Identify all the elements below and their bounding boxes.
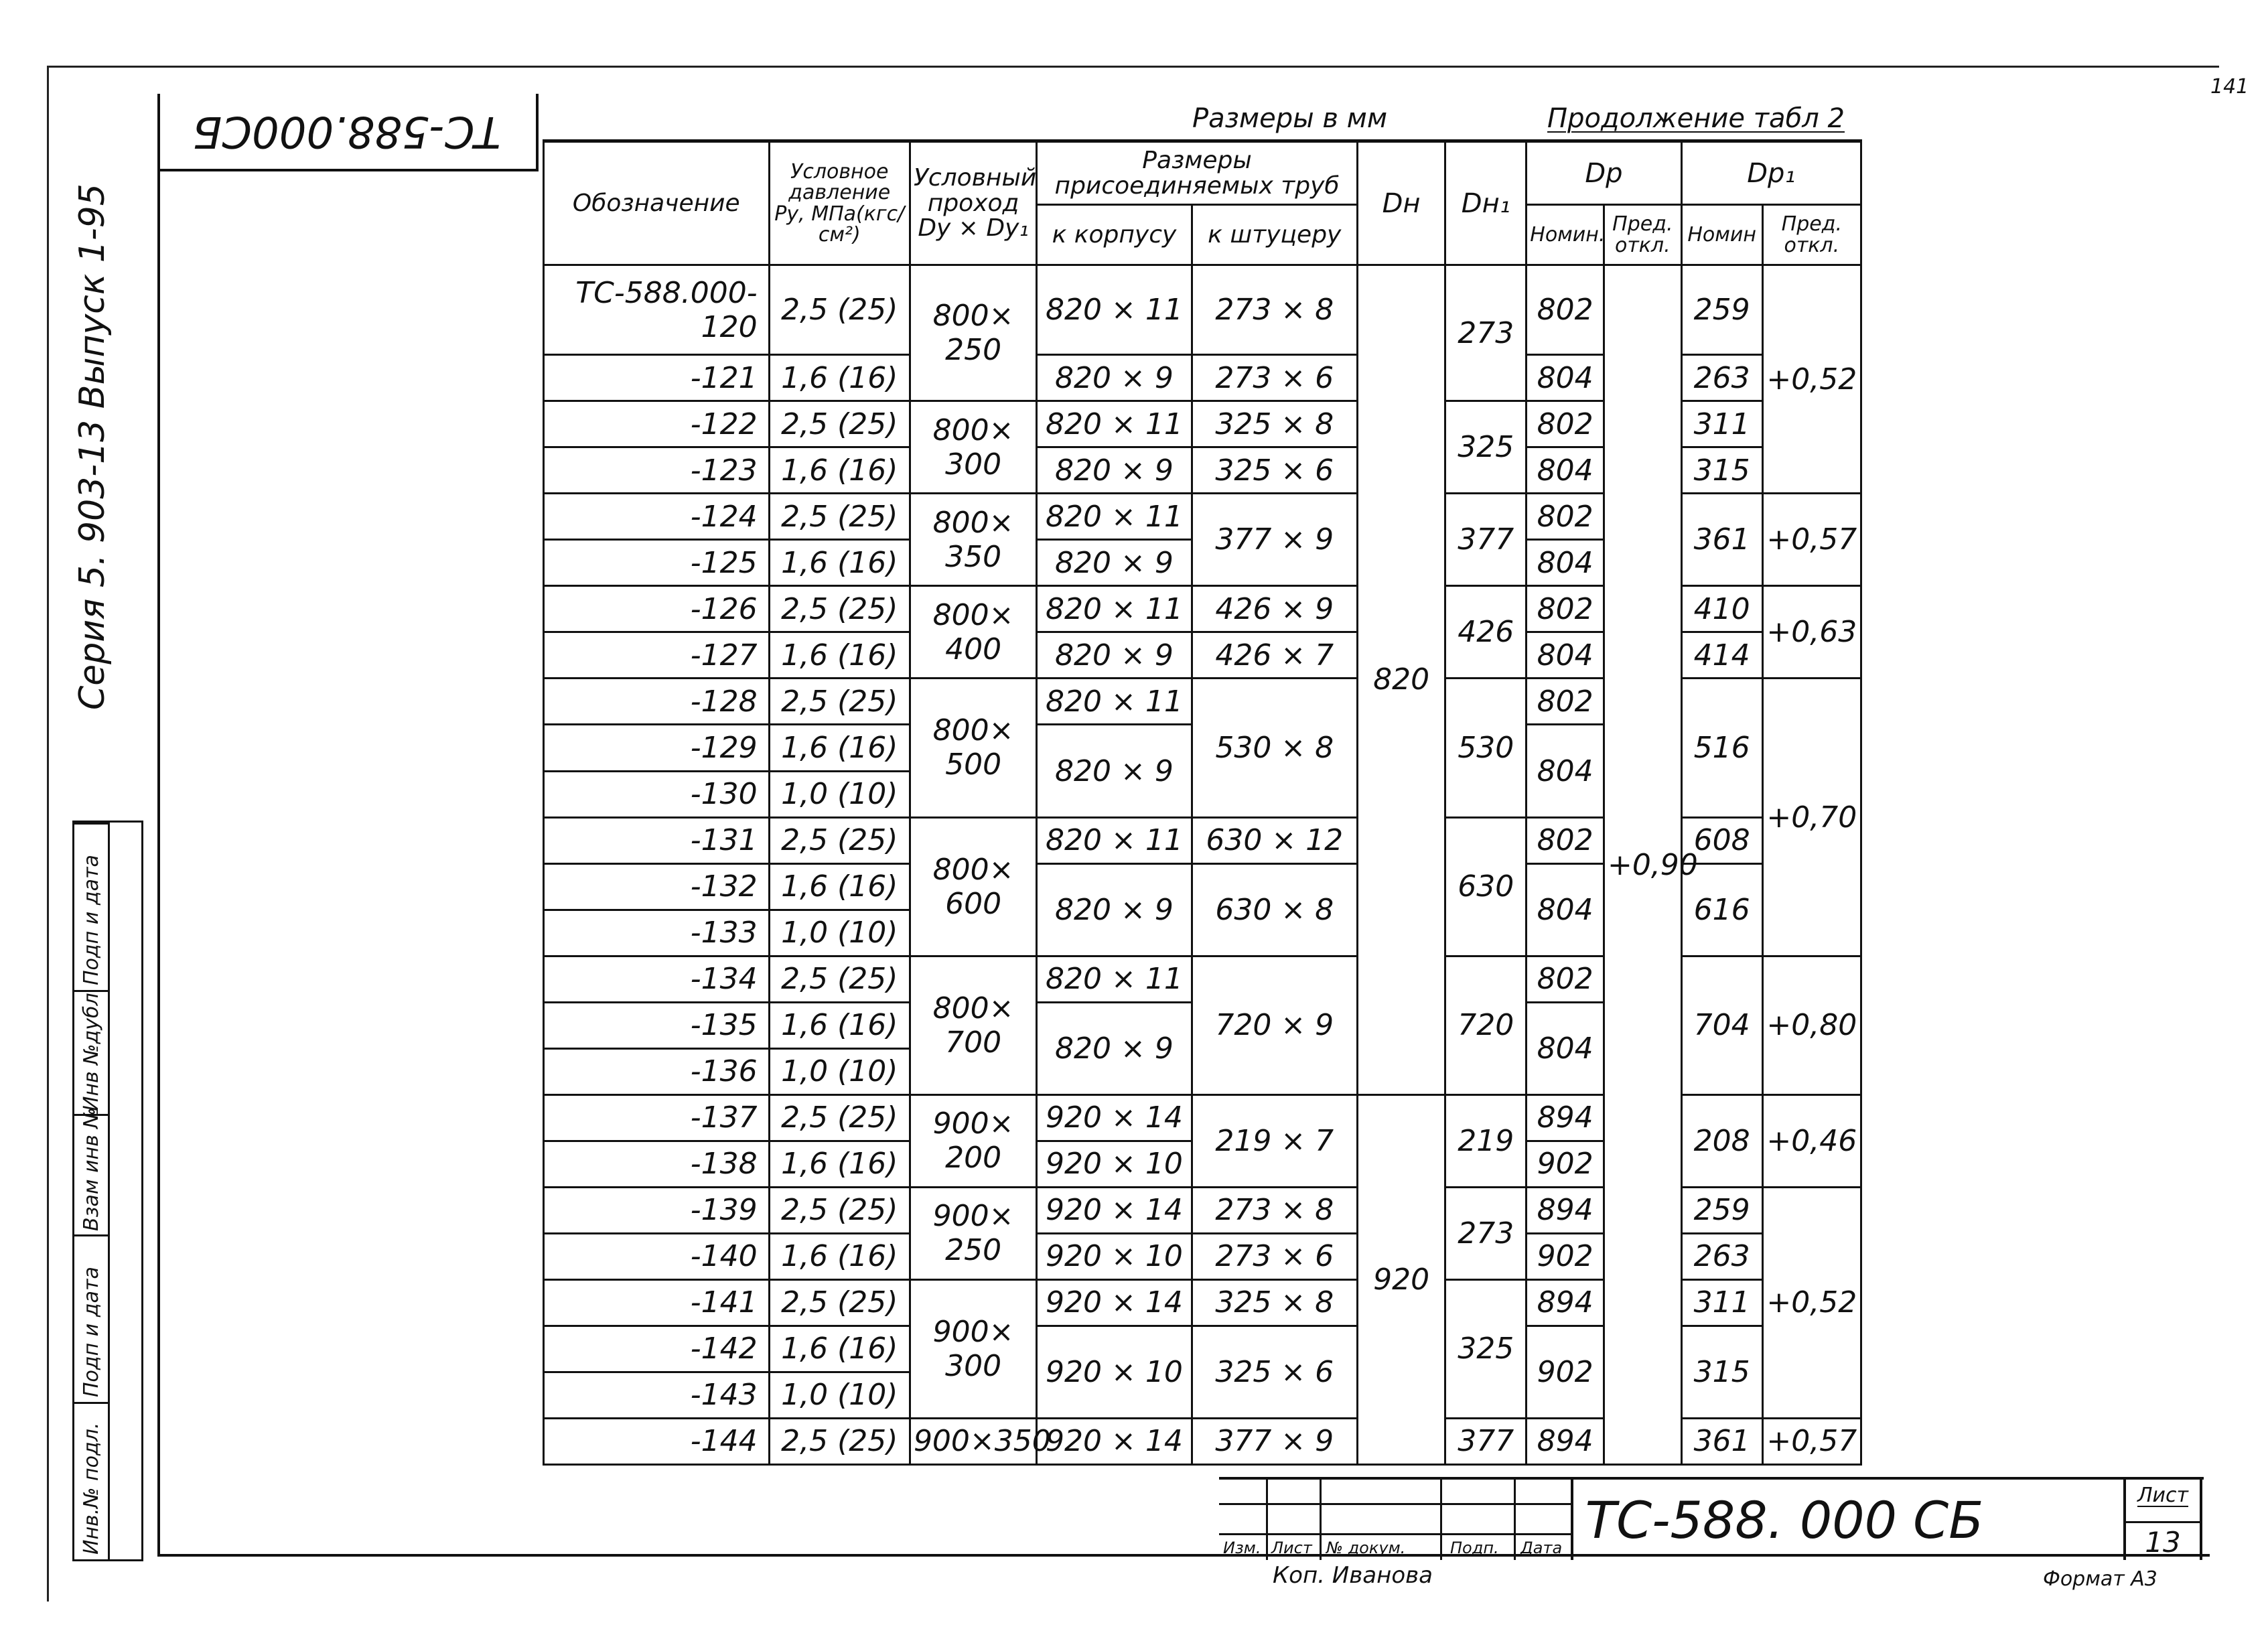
- cell-dp-nom: 902: [1527, 1326, 1604, 1418]
- cell-dp1-nom: 259: [1681, 1187, 1762, 1233]
- cell-nozzle: 325 × 8: [1192, 401, 1357, 447]
- cell-dp-nom: 804: [1527, 1002, 1604, 1094]
- cell-pressure: 2,5 (25): [769, 956, 910, 1002]
- col-pressure: Условное давление Ру, МПа(кгс/см²): [769, 141, 910, 265]
- col-dp-dev: Пред. откл.: [1604, 205, 1681, 265]
- cell-nozzle: 630 × 8: [1192, 863, 1357, 956]
- cell-body: 920 × 10: [1037, 1326, 1192, 1418]
- cell-body: 820 × 9: [1037, 863, 1192, 956]
- cell-passage: 900× 250: [910, 1187, 1036, 1279]
- cell-dp1-nom: 263: [1681, 1233, 1762, 1279]
- cell-pressure: 2,5 (25): [769, 494, 910, 540]
- cell-pressure: 2,5 (25): [769, 586, 910, 632]
- cell-passage: 900× 300: [910, 1279, 1036, 1418]
- cell-dp-nom: 804: [1527, 632, 1604, 679]
- cell-pressure: 2,5 (25): [769, 1094, 910, 1141]
- cell-dn1: 426: [1445, 586, 1527, 679]
- cell-nozzle: 377 × 9: [1192, 494, 1357, 586]
- cell-dp1-dev: +0,80: [1762, 956, 1861, 1094]
- cell-dp-nom: 802: [1527, 956, 1604, 1002]
- side-label-1: Инв.№ подл.: [80, 1422, 103, 1555]
- cell-pressure: 1,6 (16): [769, 1326, 910, 1372]
- cell-designation: -139: [544, 1187, 770, 1233]
- cell-nozzle: 273 × 6: [1192, 1233, 1357, 1279]
- cell-designation: -127: [544, 632, 770, 679]
- cell-body: 820 × 11: [1037, 401, 1192, 447]
- cell-nozzle: 630 × 12: [1192, 817, 1357, 863]
- cell-designation: -142: [544, 1326, 770, 1372]
- cell-dp-nom: 802: [1527, 494, 1604, 540]
- label-signature: Подп.: [1450, 1539, 1499, 1557]
- cell-dp-nom: 804: [1527, 863, 1604, 956]
- cell-dn1: 377: [1445, 494, 1527, 586]
- cell-pressure: 1,6 (16): [769, 1002, 910, 1048]
- document-designation: ТС-588. 000 СБ: [1571, 1480, 1995, 1560]
- side-label-2: Подп и дата: [80, 1267, 103, 1397]
- cell-pressure: 2,5 (25): [769, 1418, 910, 1464]
- continuation-note: Продолжение табл 2: [1547, 103, 1845, 134]
- cell-passage: 800× 350: [910, 494, 1036, 586]
- col-dp1-dev: Пред. откл.: [1762, 205, 1861, 265]
- cell-pressure: 2,5 (25): [769, 1279, 910, 1326]
- cell-nozzle: 530 × 8: [1192, 679, 1357, 817]
- cell-dn1: 377: [1445, 1418, 1527, 1464]
- cell-dp1-nom: 414: [1681, 632, 1762, 679]
- sheet-box: [2123, 1480, 2202, 1560]
- cell-dn1: 273: [1445, 1187, 1527, 1279]
- top-stamp-text: ТС-588.000СБ: [192, 106, 501, 156]
- cell-body: 820 × 9: [1037, 1002, 1192, 1094]
- cell-dp-nom: 894: [1527, 1279, 1604, 1326]
- title-block: [1219, 1477, 2204, 1560]
- cell-body: 920 × 14: [1037, 1279, 1192, 1326]
- label-date: Дата: [1520, 1539, 1563, 1557]
- cell-body: 920 × 14: [1037, 1187, 1192, 1233]
- cell-body: 920 × 10: [1037, 1141, 1192, 1187]
- cell-dn1: 325: [1445, 1279, 1527, 1418]
- cell-pressure: 2,5 (25): [769, 265, 910, 355]
- cell-body: 920 × 10: [1037, 1233, 1192, 1279]
- cell-nozzle: 273 × 6: [1192, 355, 1357, 401]
- cell-pressure: 1,0 (10): [769, 910, 910, 956]
- col-passage: Условный проход Dу × Dу₁: [910, 141, 1036, 265]
- col-dn: Dн: [1357, 141, 1445, 265]
- cell-designation: -137: [544, 1094, 770, 1141]
- page-corner-number: 141: [2210, 75, 2249, 98]
- cell-pressure: 1,0 (10): [769, 771, 910, 817]
- cell-designation: -126: [544, 586, 770, 632]
- cell-dp-nom: 804: [1527, 725, 1604, 817]
- cell-pressure: 2,5 (25): [769, 679, 910, 725]
- cell-nozzle: 325 × 6: [1192, 447, 1357, 494]
- cell-body: 820 × 11: [1037, 956, 1192, 1002]
- cell-dp1-nom: 410: [1681, 586, 1762, 632]
- cell-nozzle: 377 × 9: [1192, 1418, 1357, 1464]
- cell-pressure: 2,5 (25): [769, 817, 910, 863]
- cell-designation: -122: [544, 401, 770, 447]
- cell-dp1-nom: 361: [1681, 1418, 1762, 1464]
- cell-nozzle: 325 × 6: [1192, 1326, 1357, 1418]
- cell-designation: -131: [544, 817, 770, 863]
- cell-dp-nom: 894: [1527, 1094, 1604, 1141]
- cell-dn1: 219: [1445, 1094, 1527, 1187]
- cell-designation: ТС-588.000- 120: [544, 265, 770, 355]
- cell-dp-nom: 894: [1527, 1418, 1604, 1464]
- cell-pressure: 1,6 (16): [769, 725, 910, 771]
- cell-passage: 800× 500: [910, 679, 1036, 817]
- cell-dp1-nom: 516: [1681, 679, 1762, 817]
- cell-pressure: 1,6 (16): [769, 355, 910, 401]
- col-to-nozzle: к штуцеру: [1192, 205, 1357, 265]
- cell-dp1-nom: 616: [1681, 863, 1762, 956]
- cell-passage: 800× 600: [910, 817, 1036, 956]
- cell-dn1: 720: [1445, 956, 1527, 1094]
- copied-by: Коп. Иванова: [1273, 1562, 1433, 1589]
- cell-dp-nom: 802: [1527, 586, 1604, 632]
- cell-designation: -123: [544, 447, 770, 494]
- cell-passage: 800× 700: [910, 956, 1036, 1094]
- cell-dn1: 273: [1445, 265, 1527, 401]
- cell-body: 920 × 14: [1037, 1094, 1192, 1141]
- cell-passage: 800× 250: [910, 265, 1036, 401]
- cell-dp1-dev: +0,52: [1762, 1187, 1861, 1418]
- cell-passage: 800× 400: [910, 586, 1036, 679]
- cell-dp-nom: 802: [1527, 265, 1604, 355]
- cell-pressure: 1,0 (10): [769, 1372, 910, 1418]
- dimensions-note: Размеры в мм: [1192, 103, 1388, 134]
- cell-dp1-dev: +0,63: [1762, 586, 1861, 679]
- cell-dp-nom: 802: [1527, 817, 1604, 863]
- side-label-5: Подп и дата: [80, 855, 103, 985]
- side-label-4: Инв №дубл: [80, 993, 103, 1111]
- cell-dp1-nom: 259: [1681, 265, 1762, 355]
- cell-designation: -124: [544, 494, 770, 540]
- cell-pressure: 1,6 (16): [769, 1233, 910, 1279]
- cell-dp1-nom: 311: [1681, 1279, 1762, 1326]
- cell-pressure: 1,6 (16): [769, 1141, 910, 1187]
- side-label-3: Взам инв №: [80, 1107, 103, 1231]
- label-izm: Изм.: [1223, 1539, 1261, 1557]
- spec-table-wrapper: [543, 139, 1862, 1466]
- table-row: [544, 265, 1861, 355]
- cell-dp-nom: 902: [1527, 1141, 1604, 1187]
- cell-dp-nom: 894: [1527, 1187, 1604, 1233]
- cell-designation: -133: [544, 910, 770, 956]
- cell-dp-nom: 902: [1527, 1233, 1604, 1279]
- cell-body: 820 × 11: [1037, 265, 1192, 355]
- cell-dp1-nom: 315: [1681, 1326, 1762, 1418]
- cell-passage: 900× 200: [910, 1094, 1036, 1187]
- cell-designation: -140: [544, 1233, 770, 1279]
- cell-dn1: 530: [1445, 679, 1527, 817]
- cell-body: 820 × 9: [1037, 447, 1192, 494]
- col-dn1: Dн₁: [1445, 141, 1527, 265]
- cell-dp1-nom: 361: [1681, 494, 1762, 586]
- cell-dp1-dev: +0,70: [1762, 679, 1861, 956]
- cell-dp-dev: +0,90: [1604, 265, 1681, 1465]
- label-doc-number: № докум.: [1326, 1539, 1406, 1557]
- cell-dp1-dev: +0,46: [1762, 1094, 1861, 1187]
- cell-dp1-nom: 311: [1681, 401, 1762, 447]
- cell-dp1-dev: +0,52: [1762, 265, 1861, 494]
- cell-designation: -134: [544, 956, 770, 1002]
- cell-passage: 800× 300: [910, 401, 1036, 494]
- cell-dp-nom: 802: [1527, 679, 1604, 725]
- cell-dp1-nom: 704: [1681, 956, 1762, 1094]
- cell-nozzle: 325 × 8: [1192, 1279, 1357, 1326]
- cell-nozzle: 219 × 7: [1192, 1094, 1357, 1187]
- cell-designation: -129: [544, 725, 770, 771]
- label-list: Лист: [1271, 1539, 1312, 1557]
- cell-designation: -135: [544, 1002, 770, 1048]
- cell-pressure: 1,6 (16): [769, 632, 910, 679]
- cell-designation: -138: [544, 1141, 770, 1187]
- sheet-label: Лист: [2137, 1484, 2189, 1507]
- cell-designation: -121: [544, 355, 770, 401]
- cell-dn: 820: [1357, 265, 1445, 1095]
- col-pipes: Размеры присоединяемых труб: [1037, 141, 1358, 205]
- cell-body: 920 × 14: [1037, 1418, 1192, 1464]
- cell-body: 820 × 9: [1037, 725, 1192, 817]
- cell-body: 820 × 9: [1037, 540, 1192, 586]
- cell-body: 820 × 11: [1037, 817, 1192, 863]
- cell-pressure: 2,5 (25): [769, 1187, 910, 1233]
- col-to-body: к корпусу: [1037, 205, 1192, 265]
- col-dp-nom: Номин.: [1527, 205, 1604, 265]
- series-text: Серия 5. 903-13 Выпуск 1-95: [72, 184, 113, 710]
- cell-body: 820 × 11: [1037, 586, 1192, 632]
- cell-nozzle: 426 × 9: [1192, 586, 1357, 632]
- cell-dn1: 325: [1445, 401, 1527, 494]
- cell-pressure: 1,0 (10): [769, 1048, 910, 1094]
- cell-dn1: 630: [1445, 817, 1527, 956]
- cell-designation: -136: [544, 1048, 770, 1094]
- cell-nozzle: 273 × 8: [1192, 265, 1357, 355]
- cell-designation: -141: [544, 1279, 770, 1326]
- col-dp1-nom: Номин: [1681, 205, 1762, 265]
- cell-nozzle: 720 × 9: [1192, 956, 1357, 1094]
- col-dp: Dр: [1527, 141, 1681, 205]
- cell-nozzle: 426 × 7: [1192, 632, 1357, 679]
- cell-pressure: 1,6 (16): [769, 863, 910, 910]
- cell-body: 820 × 11: [1037, 494, 1192, 540]
- cell-dp-nom: 804: [1527, 355, 1604, 401]
- cell-pressure: 1,6 (16): [769, 447, 910, 494]
- cell-designation: -128: [544, 679, 770, 725]
- cell-designation: -125: [544, 540, 770, 586]
- paper-format: Формат А3: [2043, 1567, 2157, 1591]
- cell-designation: -144: [544, 1418, 770, 1464]
- top-stamp: [157, 94, 539, 171]
- col-dp1: Dр₁: [1681, 141, 1861, 205]
- cell-dp1-nom: 608: [1681, 817, 1762, 863]
- cell-dp1-nom: 315: [1681, 447, 1762, 494]
- sheet-number: 13: [2126, 1521, 2200, 1559]
- cell-body: 820 × 9: [1037, 355, 1192, 401]
- cell-dp1-nom: 263: [1681, 355, 1762, 401]
- cell-body: 820 × 9: [1037, 632, 1192, 679]
- cell-pressure: 1,6 (16): [769, 540, 910, 586]
- cell-designation: -143: [544, 1372, 770, 1418]
- cell-dp1-dev: +0,57: [1762, 494, 1861, 586]
- cell-dp-nom: 802: [1527, 401, 1604, 447]
- cell-designation: -130: [544, 771, 770, 817]
- spec-table: [543, 139, 1862, 1466]
- cell-passage: 900×350: [910, 1418, 1036, 1464]
- cell-dp-nom: 804: [1527, 447, 1604, 494]
- cell-pressure: 2,5 (25): [769, 401, 910, 447]
- revision-grid: [1219, 1480, 1571, 1560]
- col-designation: Обозначение: [544, 141, 770, 265]
- cell-body: 820 × 11: [1037, 679, 1192, 725]
- cell-designation: -132: [544, 863, 770, 910]
- cell-dp1-dev: +0,57: [1762, 1418, 1861, 1464]
- cell-dp1-nom: 208: [1681, 1094, 1762, 1187]
- side-stamp-box: [72, 821, 143, 1561]
- cell-dp-nom: 804: [1527, 540, 1604, 586]
- cell-nozzle: 273 × 8: [1192, 1187, 1357, 1233]
- cell-dn: 920: [1357, 1094, 1445, 1464]
